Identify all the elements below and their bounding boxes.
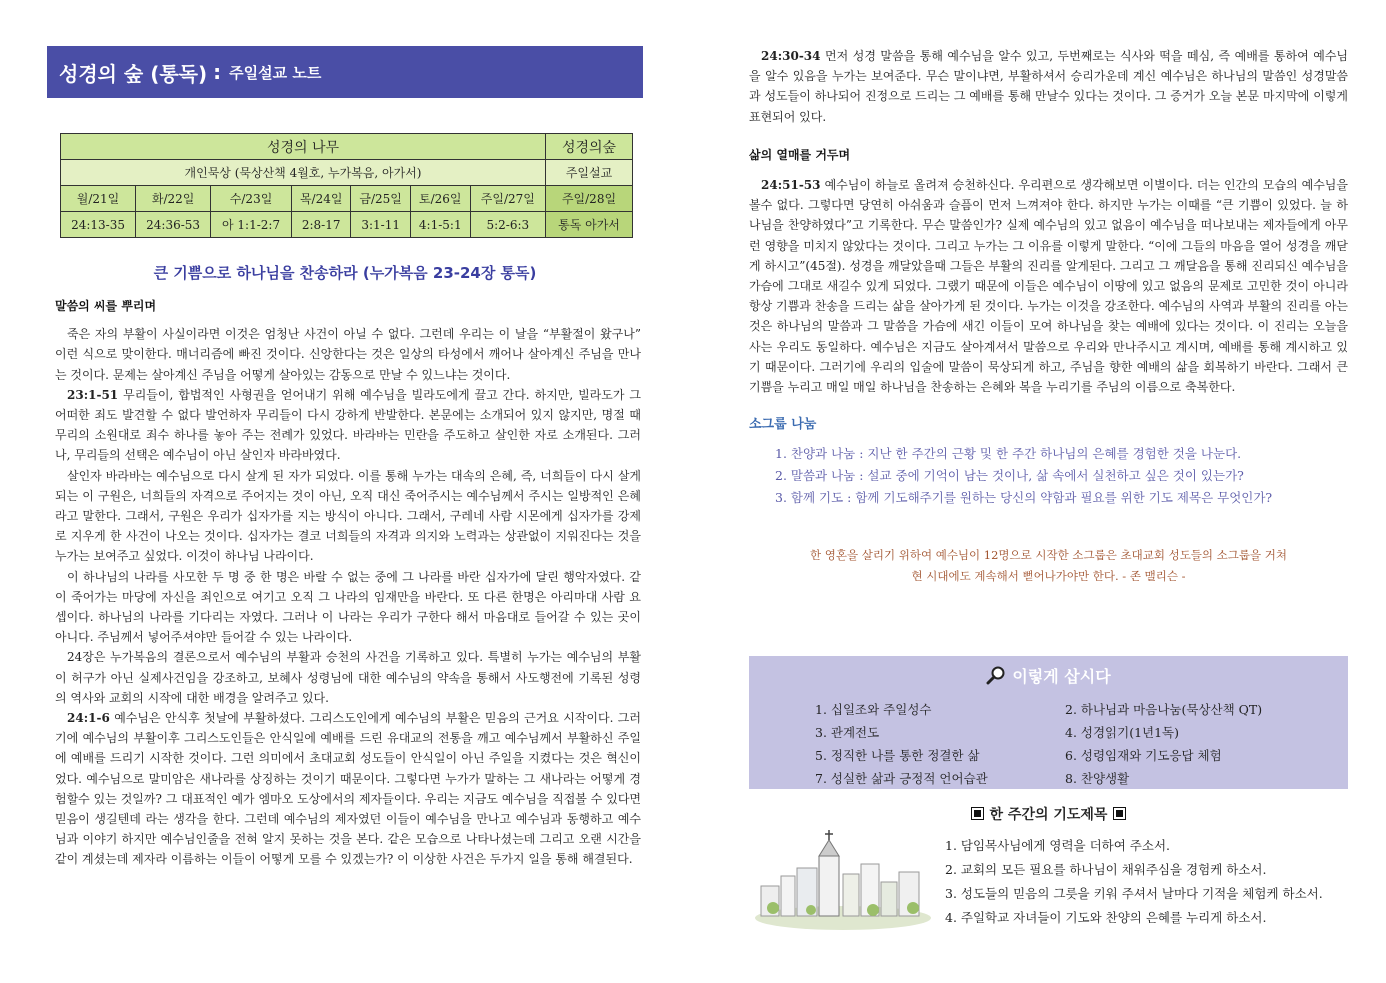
prayer-title: 한 주간의 기도제목 xyxy=(749,804,1348,824)
reading-cell: 4:1-5:1 xyxy=(410,212,470,238)
paragraph: 이 하나님의 나라를 사모한 두 명 중 한 명은 바랄 수 없는 중에 그 나라를 바란 십자가에 달린 행악자였다. 같이 죽어가는 마당에 자신을 죄인으로 여기고 오직 그 나라의 임재만을 바란다. 또 다른 한명은 아리마대 사람 요셉이다. 하나님의 나라를 기다리는 자였다. 그러나 이 나라는 우리가 구한다 해서 마음대로 들어갈 수 있는 곳이 아니다. 주님께서 넣어주셔야만 들어갈 수 있는 나라이다. xyxy=(55,569,641,645)
verse-ref: 24:30-34 xyxy=(761,49,821,63)
paragraph: 죽은 자의 부활이 사실이라면 이것은 엄청난 사건이 아닐 수 없다. 그런데 우리는 이 날을 “부활절이 왔구나” 이런 식으로 맞이한다. 매너리즘에 빠진 것이다. 신앙한다는 것은 일상의 타성에서 깨어나 살아계신 주님을 만나는 것이다. 문제는 살아계신 주님을 어떻게 살아있는 감동으로 만날 수 있느냐는 것이다. xyxy=(55,327,641,382)
square-bullet-icon xyxy=(1113,807,1126,820)
list-item: 1. 담임목사님에게 영력을 더하여 주소서. xyxy=(945,838,1170,853)
left-column xyxy=(47,46,643,867)
group-heading: 소그룹 나눔 xyxy=(749,417,817,433)
personal-label: 개인묵상 (묵상산책 4월호, 누가복음, 아가서) xyxy=(61,160,546,186)
section-heading: 삶의 열매를 거두며 xyxy=(749,147,851,162)
reading-cell: 24:13-35 xyxy=(61,212,136,238)
sermon-label: 주일설교 xyxy=(546,160,633,186)
tree-label: 성경의 나무 xyxy=(61,134,546,160)
sermon-title: 큰 기쁨으로 하나님을 찬송하라 (누가복음 23-24장 통독) xyxy=(153,264,537,282)
day-cell: 토/26일 xyxy=(410,186,470,212)
reading-cell: 5:2-6:3 xyxy=(470,212,545,238)
list-item: 6. 성령임재와 기도응답 체험 xyxy=(1065,748,1222,763)
forest-day-cell: 주일/28일 xyxy=(546,186,633,212)
list-item: 3. 함께 기도 : 함께 기도해주기를 원하는 당신의 약함과 필요를 위한 기도 제목은 무엇인가? xyxy=(775,490,1273,506)
paragraph: 24:51-53 예수님이 하늘로 올려져 승천하신다. 우리편으로 생각해보면 이별이다. 더는 인간의 모습의 예수님을 볼수 없다. 그렇다면 당연히 아쉬움과 슬픔이 먼저 느껴져야 한다. 하지만 누가는 이때를 “큰 기쁨이 있었다. 늘 하나님을 찬양하였다”고 기록한다. 무슨 말씀인가? 실제 예수님의 있고 없음이 예수님을 떠나보내는 제자들에게 아무런 영향을 미치지 않았다는 것이다. 그리고 누가는 그 이유를 이렇게 말한다. “이에 그들의 마음을 열어 성경을 깨닫게 하시고”(45절). 성경을 깨달았을때 그들은 부활의 진리를 알게된다. 그리고 그 깨달음을 통해 진리되신 예수님을 가슴에 그대로 새길수 있게 되었다. 그랬기 때문에 이들은 예수님이 이땅에 있고 없음의 문제로 고민한 것이 아니라 항상 기쁨과 찬송을 드리는 삶을 살아가게 된 것이다. 누가는 이것을 강조한다. 예수님의 사역과 부활의 진리를 아는 것은 하나님의 말씀과 그 말씀을 가슴에 새긴 이들이 모여 하나님을 찾는 예배에 있다는 것이다. 이 진리는 오늘을 사는 우리도 동일하다. 예수님은 지금도 살아계셔서 말씀으로 우리와 만나주시고 계시며, 예배를 통해 계시하고 있기 때문이다. 그러기에 우리의 입술에 말씀이 묵상되게 하고, 주님을 향한 예배의 삶을 회복하기 바란다. 그래서 큰 기쁨을 누리고 매일 매일 하나님을 찬송하는 은혜와 복을 누리기를 주님의 이름으로 축복한다. xyxy=(749,178,1348,395)
header-colon: : xyxy=(213,60,222,84)
left-body xyxy=(55,296,641,870)
verse-ref: 24:51-53 xyxy=(761,178,821,193)
day-cell: 목/24일 xyxy=(291,186,350,212)
list-item: 7. 성실한 삶과 긍정적 언어습관 xyxy=(815,771,988,786)
reading-cell: 24:36-53 xyxy=(136,212,211,238)
forest-reading-cell: 통독 아가서 xyxy=(546,212,633,238)
reading-cell: 3:1-11 xyxy=(351,212,410,238)
list-item: 2. 교회의 모든 필요를 하나님이 채워주심을 경험케 하소서. xyxy=(945,862,1267,877)
section-heading: 말씀의 씨를 뿌리며 xyxy=(55,299,157,313)
prayer-list xyxy=(945,834,1323,930)
list-item: 1. 찬양과 나눔 : 지난 한 주간의 근황 및 한 주간 하나님의 은혜를 경험한 것을 나눈다. xyxy=(775,446,1242,462)
list-item: 3. 성도들의 믿음의 그릇을 키워 주셔서 날마다 기적을 체험케 하소서. xyxy=(945,886,1323,901)
day-cell: 월/21일 xyxy=(61,186,136,212)
reading-cell: 2:8-17 xyxy=(291,212,350,238)
header-bar xyxy=(47,46,643,98)
magnifier-icon xyxy=(986,665,1006,689)
live-box xyxy=(749,656,1348,789)
list-item: 4. 성경읽기(1년1독) xyxy=(1065,725,1180,740)
square-bullet-icon xyxy=(971,807,984,820)
verse-ref: 23:1-51 xyxy=(67,387,119,402)
paragraph: 24:1-6 예수님은 안식후 첫날에 부활하셨다. 그리스도인에게 예수님의 부활은 믿음의 근거요 시작이다. 그러기에 예수님의 부활이후 그리스도인들은 안식일에 예배를 드린 유대교의 전통을 깨고 예수님께서 부활하신 주일에 예배를 드리기 시작한 것이다. 그런 의미에서 초대교회 성도들이 안식일이 아닌 주일을 지켰다는 것은 혁신이었다. 예수님으로 말미암은 새나라를 상징하는 것이기 때문이다. 그렇다면 누가가 말하는 그 새나라는 어떻게 경험할수 있는 것일까? 그 대표적인 예가 엠마오 도상에서의 제자들이다. 우리는 지금도 예수님을 직접볼 수 있다면 믿음이 생길텐데 라는 생각을 한다. 그런데 예수님의 제자였던 이들이 예수님을 만나고 예수님과 동행하고 예수님과 이야기 하지만 예수님인줄을 전혀 알지 못하는 것을 본다. 같은 모습으로 나타나셨는데 그리고 오랜 시간을 같이 계셨는데 제자라 이름하는 이들이 어떻게 모를 수 있겠는가? 이 이상한 사건은 두가지 일을 통해 해결된다. xyxy=(55,711,641,867)
header-subtitle: 주일설교 노트 xyxy=(229,63,322,82)
live-list xyxy=(815,698,1262,790)
header-title: 성경의 숲 (통독) xyxy=(59,61,208,86)
list-item: 3. 관계전도 xyxy=(815,725,880,740)
list-item: 8. 찬양생활 xyxy=(1065,771,1130,786)
forest-label: 성경의숲 xyxy=(546,134,633,160)
day-cell: 금/25일 xyxy=(351,186,410,212)
day-cell: 수/23일 xyxy=(211,186,292,212)
quote xyxy=(749,545,1348,587)
right-body xyxy=(749,46,1348,587)
quote-line: 한 영혼을 살리기 위하여 예수님이 12명으로 시작한 소그룹은 초대교회 성도들의 소그룹을 거쳐 xyxy=(810,548,1287,563)
paragraph: 24장은 누가복음의 결론으로서 예수님의 부활과 승천의 사건을 기록하고 있다. 특별히 누가는 예수님의 부활이 허구가 아닌 실제사건임을 강조하고, 보혜사 성령님에 대한 예수님의 약속을 통해서 사도행전에 기록된 성령의 역사와 교회의 시작에 대한 배경을 알려주고 있다. xyxy=(55,650,641,705)
list-item: 4. 주일학교 자녀들이 기도와 찬양의 은혜를 누리게 하소서. xyxy=(945,910,1267,925)
day-cell: 주일/27일 xyxy=(470,186,545,212)
day-cell: 화/22일 xyxy=(136,186,211,212)
paragraph: 23:1-51 무리들이, 합법적인 사형권을 얻어내기 위해 예수님을 빌라도에게 끌고 간다. 하지만, 빌라도가 그 어떠한 죄도 발견할 수 없다 발언하자 무리들이 다시 강하게 반발한다. 본문에는 소개되어 있지 않지만, 명절 때 무리의 소원대로 죄수 하나를 놓아 주는 전례가 있었다. 바라바는 민란을 주도하고 살인한 자로 소개된다. 그러나, 무리들의 선택은 예수님이 아닌 살인자 바라바였다. xyxy=(55,387,641,463)
group-list xyxy=(749,443,1348,509)
list-item: 2. 말씀과 나눔 : 설교 중에 기억이 남는 것이나, 삶 속에서 실천하고 싶은 것이 있는가? xyxy=(775,468,1244,484)
reading-schedule-table xyxy=(60,133,633,238)
paragraph: 살인자 바라바는 예수님으로 다시 살게 된 자가 되었다. 이를 통해 누가는 대속의 은혜, 즉, 너희들이 다시 살게 되는 이 구원은, 너희들의 자격으로 주어지는 것이 아닌, 오직 대신 죽어주시는 예수님께서 주시는 일방적인 은혜라고 말한다. 그래서, 구원은 우리가 십자가를 지는 방식이 아니다. 그래서, 구레네 사람 시몬에게 십자가를 강제로 지우게 한 사건이 나오는 것이다. 십자가는 결코 너희들의 자격과 의지와 노력과는 상관없이 지워진다는 것을 누가는 보여주고 싶었다. 이것이 하나님 나라이다. xyxy=(55,468,641,564)
live-title: 이렇게 삽시다 xyxy=(749,664,1348,689)
church-city-illustration xyxy=(753,826,933,931)
verse-ref: 24:1-6 xyxy=(67,711,110,726)
list-item: 2. 하나님과 마음나눔(묵상산책 QT) xyxy=(1065,702,1263,717)
paragraph: 24:30-34 먼저 성경 말씀을 통해 예수님을 알수 있고, 두번째로는 식사와 떡을 떼심, 즉 예배를 통하여 예수님을 알수 있음을 누가는 보여준다. 무슨 말이냐면, 부활하셔서 승리가운데 계신 예수님은 하나님의 말씀인 성경말씀과 성도들이 하나되어 진정으로 드리는 그 예배를 통해 만날수 있다는 것이다. 그 증거가 오늘 본문 마지막에 이렇게 표현되어 있다. xyxy=(749,49,1348,124)
quote-line: 현 시대에도 계속해서 뻗어나가야만 한다. - 존 맬리슨 - xyxy=(911,569,1186,584)
list-item: 1. 십일조와 주일성수 xyxy=(815,702,932,717)
reading-cell: 아 1:1-2:7 xyxy=(211,212,292,238)
list-item: 5. 정직한 나를 통한 정결한 삶 xyxy=(815,748,980,763)
